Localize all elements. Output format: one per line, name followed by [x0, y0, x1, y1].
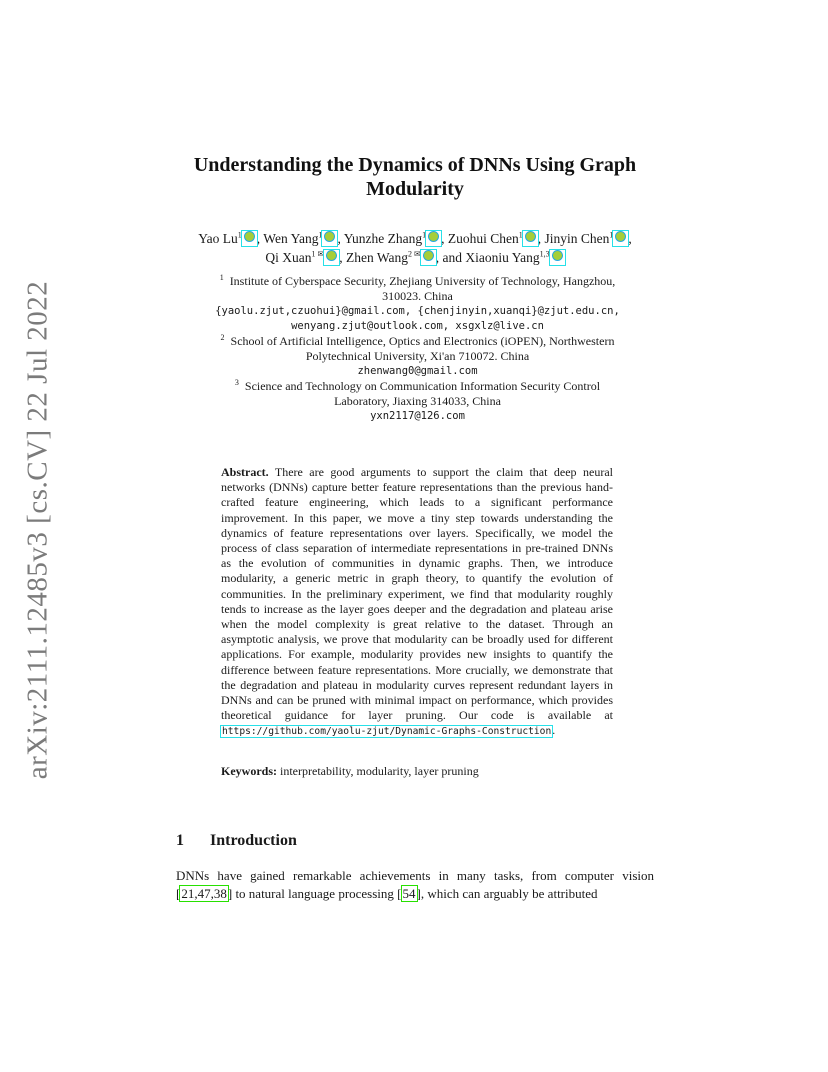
author-name: Qi Xuan	[265, 250, 312, 265]
author-name: Yao Lu	[198, 231, 238, 246]
affiliation-line: Science and Technology on Communication Information Security Control	[244, 379, 601, 393]
author-name: Jinyin Chen	[544, 231, 610, 246]
author-name: Zuohui Chen	[447, 231, 519, 246]
keywords-label: Keywords:	[221, 764, 277, 778]
author-affil-sup: 1	[422, 230, 427, 240]
orcid-icon	[428, 231, 439, 242]
citation-link[interactable]: 21,47,38	[181, 886, 227, 901]
paper-title: Understanding the Dynamics of DNNs Using Graph Modularity	[193, 154, 637, 200]
orcid-link[interactable]	[426, 231, 441, 246]
affiliation-3	[190, 379, 645, 424]
email-line: zhenwang0@gmail.com	[357, 365, 478, 377]
orcid-link[interactable]	[523, 231, 538, 246]
arxiv-side-identifier	[10, 280, 66, 780]
section-number: 1	[176, 832, 184, 849]
orcid-icon	[326, 250, 337, 261]
author-list	[160, 229, 670, 267]
orcid-icon	[525, 231, 536, 242]
author-affil-sup: 1	[237, 230, 242, 240]
keywords-text: interpretability, modularity, layer pruning	[280, 764, 479, 778]
author-affil-sup: 1,3	[539, 249, 550, 259]
abstract-text: There are good arguments to support the claim that deep neural networks (DNNs) capture better feature representations than the previous hand-crafted feature engineering, which leads to a significant performance improvement. In this paper, we move a tiny step towards understanding the dynamics of feature representations over layers. Specifically, we model the process of class separation of intermediate representations in pre-trained DNNs as the evolution of communities in dynamic graphs. Then, we introduce modularity, a generic metric in graph theory, to quantify the evolution of communities. In the preliminary experiment, we find that modularity roughly tends to increase as the layer goes deeper and the degradation and plateau arise when the model complexity is great relative to the dataset. Through an asymptotic analysis, we prove that modularity can be broadly used for different applications. For example, modularity provides new insights to quantify the difference between feature representations. More crucially, we demonstrate that the degradation and plateau in modularity curves represent redundant layers in DNNs and can be pruned with minimal impact on performance, which provides theoretical guidance for layer pruning. Our code is available at	[221, 465, 613, 723]
abstract: Abstract. There are good arguments to support the claim that deep neural networks (DNNs) capture better feature representations than the previous hand-crafted feature engineering, which leads to a significant performance improvement. In this paper, we move a tiny step towards understanding the dynamics of feature representations over layers. Specifically, we model the process of class separation of intermediate representations in pre-trained DNNs as the evolution of communities in dynamic graphs. Then, we introduce modularity, a generic metric in graph theory, to quantify the evolution of communities. In the preliminary experiment, we find that modularity roughly tends to increase as the layer goes deeper and the degradation and plateau arise when the model complexity is great relative to the dataset. Through an asymptotic analysis, we prove that modularity can be broadly used for different applications. For example, modularity provides new insights to quantify the difference between feature representations. More crucially, we demonstrate that the degradation and plateau in modularity curves represent redundant layers in DNNs and can be pruned with minimal impact on performance, which provides theoretical guidance for layer pruning. Our code is available at https://github.com/yaolu-zjut/Dynamic-Graphs-Construction.	[221, 465, 613, 738]
section-heading	[176, 832, 297, 850]
author-name: Wen Yang	[263, 231, 319, 246]
email-line: {yaolu.zjut,czuohui}@gmail.com, {chenjinyin,xuanqi}@zjut.edu.cn,	[215, 305, 620, 317]
author-affil-sup: 1	[318, 230, 323, 240]
author-affil-sup: 2 ✉	[408, 249, 421, 259]
orcid-icon	[244, 231, 255, 242]
citation-link[interactable]: 54	[402, 886, 416, 901]
keywords	[221, 764, 613, 779]
affiliation-sup: 1	[219, 273, 224, 282]
orcid-icon	[324, 231, 335, 242]
envelope-icon: ✉	[414, 249, 421, 259]
author-name: Zhen Wang	[345, 250, 409, 265]
orcid-link[interactable]	[324, 250, 339, 265]
orcid-icon	[552, 250, 563, 261]
author-affil-sup: 1	[518, 230, 523, 240]
affiliation-line: School of Artificial Intelligence, Optics and Electronics (iOPEN), Northwestern	[230, 334, 615, 348]
intro-text: DNNs have gained remarkable achievements in many tasks, from computer vision	[176, 868, 654, 883]
orcid-link[interactable]	[550, 250, 565, 265]
affiliation-line: 310023. China	[382, 289, 453, 303]
email-line: yxn2117@126.com	[370, 410, 465, 422]
envelope-icon: ✉	[317, 249, 325, 259]
affiliation-2	[190, 334, 645, 379]
abstract-label: Abstract.	[221, 465, 269, 479]
orcid-link[interactable]	[613, 231, 628, 246]
author-name: Yunzhe Zhang	[343, 231, 423, 246]
orcid-link[interactable]	[421, 250, 436, 265]
affiliations	[190, 274, 645, 424]
intro-paragraph: DNNs have gained remarkable achievements in many tasks, from computer vision [21,47,38] to natural language processing [54], which can arguably be attributed	[176, 868, 654, 901]
author-affil-sup: 1	[609, 230, 614, 240]
orcid-link[interactable]	[242, 231, 257, 246]
orcid-link[interactable]	[322, 231, 337, 246]
intro-text: to natural language processing	[235, 886, 394, 901]
email-line: wenyang.zjut@outlook.com, xsgxlz@live.cn	[291, 320, 544, 332]
affiliation-line: Polytechnical University, Xi'an 710072. China	[305, 349, 530, 363]
orcid-icon	[423, 250, 434, 261]
arxiv-id-text: arXiv:2111.12485v3 [cs.CV] 22 Jul 2022	[21, 280, 54, 780]
author-line-2: Qi Xuan$^{1 ✉}$ , Zhen Wang$^{2 ✉}$ , and Xiaoniu Yang$^{1,3}$	[160, 248, 670, 267]
intro-text: , which can arguably be attributed	[420, 886, 598, 901]
orcid-icon	[615, 231, 626, 242]
author-affil-sup: 1 ✉	[311, 249, 325, 259]
affiliation-1	[190, 274, 645, 334]
affiliation-sup: 2	[220, 333, 225, 342]
section-title: Introduction	[210, 832, 297, 849]
code-url-link[interactable]: https://github.com/yaolu-zjut/Dynamic-Graphs-Construction	[222, 726, 552, 738]
author-line-1: Yao Lu$^1$ , Wen Yang$^1$ , Yunzhe Zhang$^1$ , Zuohui Chen$^1$ , Jinyin Chen$^1$ ,	[198, 230, 632, 246]
affiliation-line: Laboratory, Jiaxing 314033, China	[334, 394, 501, 408]
affiliation-line: Institute of Cyberspace Security, Zhejiang University of Technology, Hangzhou,	[229, 274, 616, 288]
affiliation-sup: 3	[234, 378, 239, 387]
author-name: and Xiaoniu Yang	[442, 250, 540, 265]
